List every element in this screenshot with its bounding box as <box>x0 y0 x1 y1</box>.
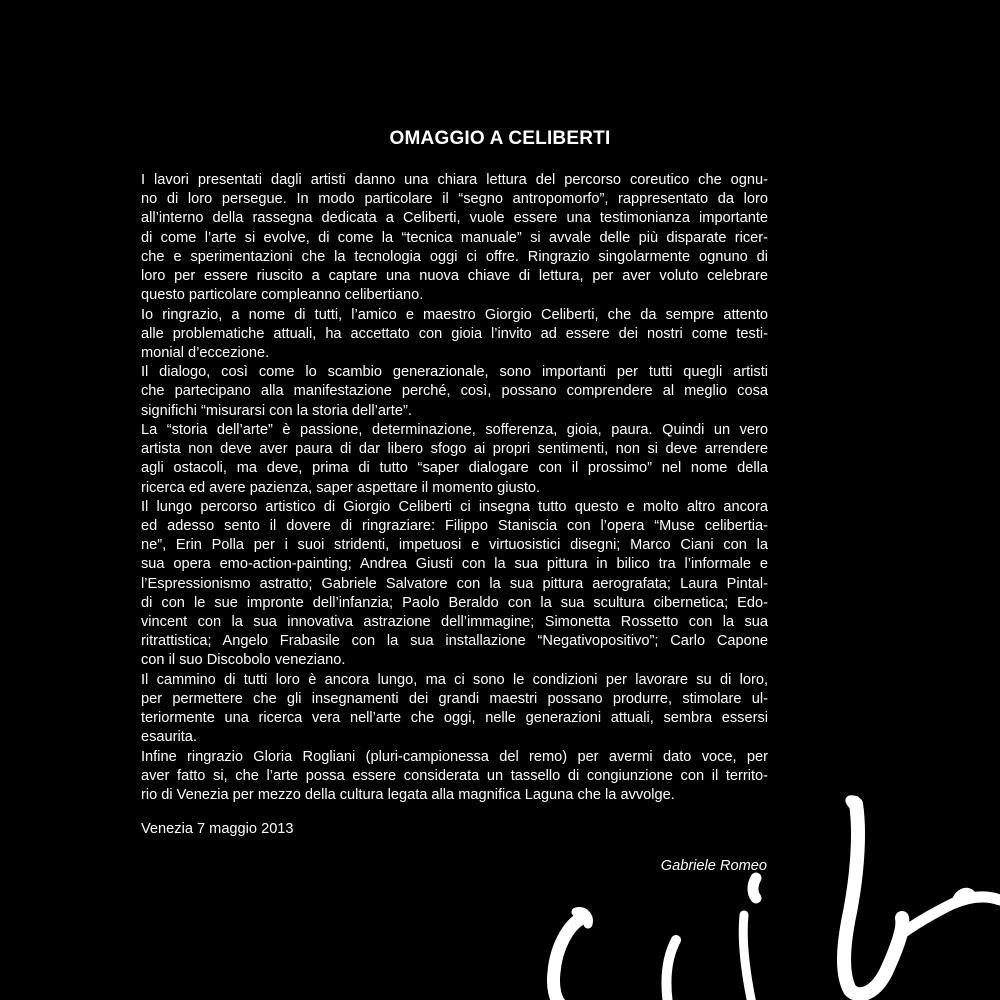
body-line: ed adesso sento il dovere di ringraziare: Filippo Staniscia con l’opera “Muse celibertia- <box>141 517 768 534</box>
body-line: Il cammino di tutti loro è ancora lungo, ma ci sono le condizioni per lavorare su di loro, <box>141 671 768 688</box>
body-line: all’interno della rassegna dedicata a Celiberti, vuole essere una testimonianza importante <box>141 210 768 227</box>
body-line: Io ringrazio, a nome di tutti, l’amico e maestro Giorgio Celiberti, che da sempre attento <box>141 306 768 323</box>
body-line: Il dialogo, così come lo scambio generazionale, sono importanti per tutti quegli artisti <box>141 364 768 381</box>
body-line: aver fatto si, che l’arte possa essere considerata un tassello di congiunzione con il territo- <box>141 767 768 784</box>
body-line: esaurita. <box>141 729 197 746</box>
body-line: artista non deve aver paura di dar libero sfogo ai propri sentimenti, non si deve arrendere <box>141 441 768 458</box>
body-line: di con le sue impronte dell’infanzia; Paolo Beraldo con la sua scultura cibernetica; Edo- <box>141 594 768 611</box>
body-line: vincent con la sua innovativa astrazione dell’immagine; Simonetta Rossetto con la sua <box>141 614 768 631</box>
body-line: sua opera emo-action-painting; Andrea Giusti con la sua pittura in bilico tra l’informale e <box>141 556 768 573</box>
body-line: con il suo Discobolo veneziano. <box>141 652 346 669</box>
body-line: I lavori presentati dagli artisti danno una chiara lettura del percorso coreutico che ognu- <box>141 172 768 188</box>
body-line: loro per essere riuscito a captare una nuova chiave di lettura, per aver voluto celebrare <box>141 268 768 285</box>
body-line: ne”, Erin Polla per i suoi stridenti, impetuosi e virtuosistici disegni; Marco Ciani con la <box>141 537 768 554</box>
body-line: di come l’arte si evolve, di come la “tecnica manuale” si avvale delle più disparate ricer- <box>141 229 768 246</box>
body-line: questo particolare compleanno celibertiano. <box>141 287 424 304</box>
body-line: Il lungo percorso artistico di Giorgio Celiberti ci insegna tutto questo e molto altro ancora <box>141 498 768 515</box>
body-line: ritrattistica; Angelo Frabasile con la sua installazione “Negativopositivo”; Carlo Capone <box>141 633 768 650</box>
body-line: che e sperimentazioni che la tecnologia oggi ci offre. Ringrazio singolarmente ognuno di <box>141 248 768 265</box>
body-line: per permettere che gli insegnamenti dei grandi maestri possano produrre, stimolare ul- <box>141 690 768 707</box>
body-line: rio di Venezia per mezzo della cultura legata alla magnifica Laguna che la avvolge. <box>141 787 675 803</box>
body-line: monial d’eccezione. <box>141 344 270 361</box>
author-signature: Gabriele Romeo <box>660 858 767 874</box>
body-line: agli ostacoli, ma deve, prima di tutto “saper dialogare con il prossimo” nel nome della <box>141 460 768 477</box>
body-line: no di loro persegue. In modo particolare il “segno antropomorfo”, rappresentato da loro <box>141 191 768 208</box>
body-text <box>141 171 768 805</box>
page-title: OMAGGIO A CELIBERTI <box>389 128 611 149</box>
body-line: che partecipano alla manifestazione perché, così, possano comprendere al meglio cosa <box>141 383 768 400</box>
body-line: teriormente una ricerca vera nell’arte che oggi, nelle generazioni attuali, sembra essersi <box>141 710 768 727</box>
body-line: alle problematiche attuali, ha accettato con gioia l’invito ad essere dei nostri come testi- <box>141 325 768 342</box>
body-line: l’Espressionismo astratto; Gabriele Salvatore con la sua pittura aerografata; Laura Pintal- <box>141 575 768 592</box>
body-line: ricerca ed avere pazienza, saper aspettare il momento giusto. <box>141 479 541 496</box>
body-line: Infine ringrazio Gloria Rogliani (pluri-campionessa del remo) per avermi dato voce, per <box>141 748 768 765</box>
body-line: significhi “misurarsi con la storia dell’arte”. <box>141 402 412 419</box>
date-line: Venezia 7 maggio 2013 <box>141 821 294 837</box>
body-line: La “storia dell’arte” è passione, determinazione, sofferenza, gioia, paura. Quindi un vero <box>141 421 768 438</box>
